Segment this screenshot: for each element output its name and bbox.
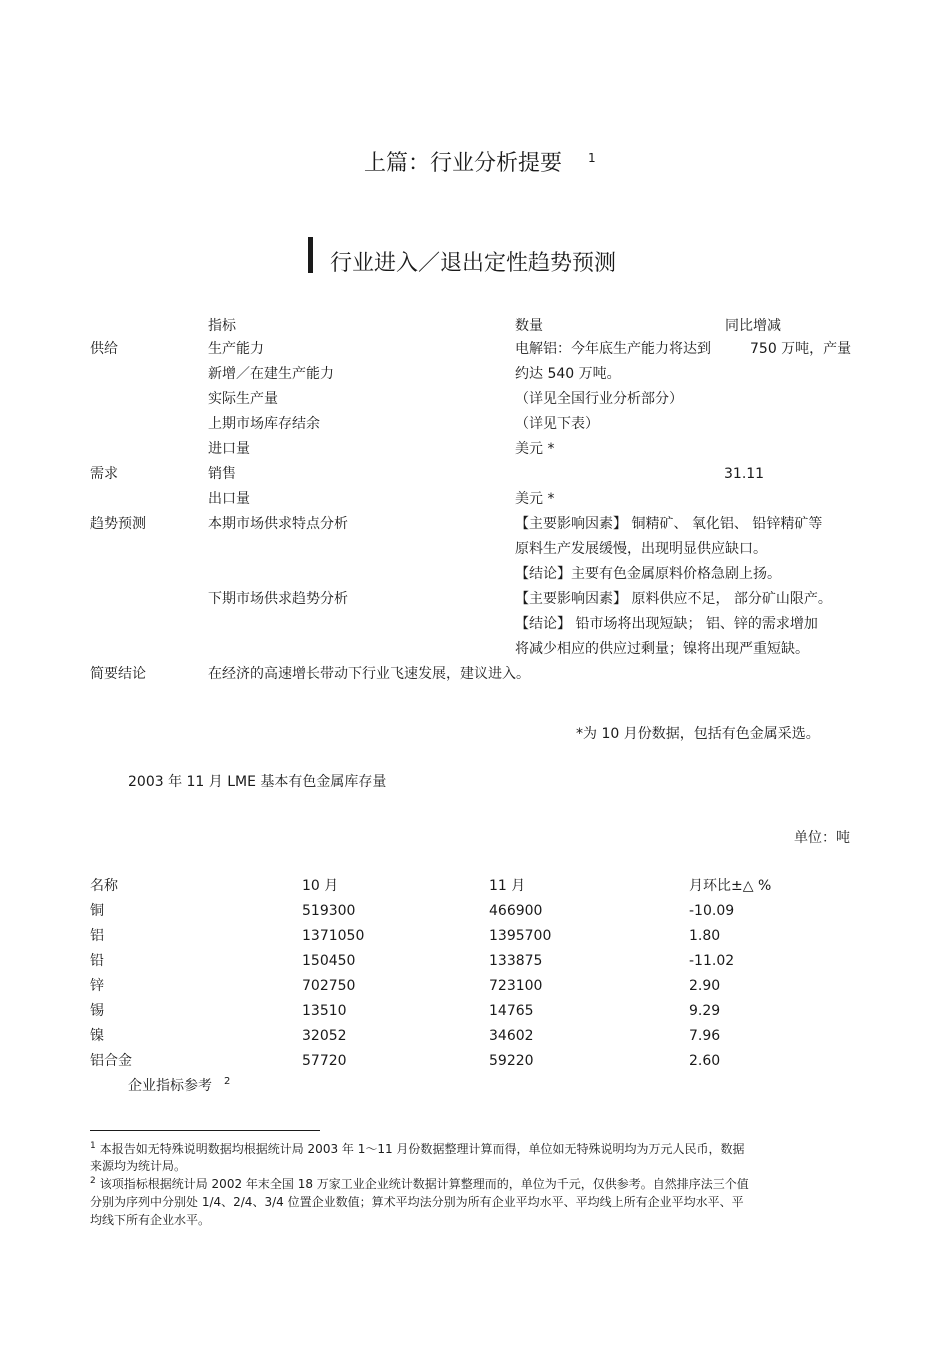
row-new-capacity-value: 约达 540 万吨。 xyxy=(515,366,621,382)
lme-row-cell: 2.90 xyxy=(689,978,721,994)
row-sales-label: 销售 xyxy=(208,466,236,482)
lme-row-name: 铝合金 xyxy=(90,1053,132,1069)
row-capacity-value: 电解铝：今年底生产能力将达到 xyxy=(515,341,711,357)
group-supply: 供给 xyxy=(90,341,118,357)
row-actual-output-label: 实际生产量 xyxy=(208,391,278,407)
row-capacity-label: 生产能力 xyxy=(208,341,264,357)
enterprise-ref-label: 企业指标参考 xyxy=(128,1078,212,1094)
lme-row-cell: -10.09 xyxy=(689,903,735,919)
lme-row-name: 铅 xyxy=(90,953,104,969)
row-current-analysis-line1: 【主要影响因素】 铜精矿、 氧化铝、 铅锌精矿等 xyxy=(515,516,823,532)
row-next-analysis-line1: 【主要影响因素】 原料供应不足， 部分矿山限产。 xyxy=(515,591,832,607)
row-inventory-value: （详见下表） xyxy=(515,416,599,432)
row-new-capacity-label: 新增／在建生产能力 xyxy=(208,366,334,382)
row-next-analysis-label: 下期市场供求趋势分析 xyxy=(208,591,348,607)
lme-row-cell: 133875 xyxy=(489,953,543,969)
row-import-label: 进口量 xyxy=(208,441,250,457)
lme-row-cell: 57720 xyxy=(302,1053,347,1069)
row-current-analysis-label: 本期市场供求特点分析 xyxy=(208,516,348,532)
lme-row-name: 铜 xyxy=(90,903,104,919)
group-demand: 需求 xyxy=(90,466,118,482)
row-export-value: 美元 * xyxy=(515,491,555,507)
footnote-1-line1 xyxy=(90,1141,744,1157)
lme-row-cell: 34602 xyxy=(489,1028,534,1044)
lme-row-cell: 13510 xyxy=(302,1003,347,1019)
lme-row-cell: 1.80 xyxy=(689,928,721,944)
enterprise-ref xyxy=(128,1077,230,1095)
header-quantity: 数量 xyxy=(515,318,543,334)
group-trend: 趋势预测 xyxy=(90,516,146,532)
lme-row-name: 镍 xyxy=(90,1028,104,1044)
section-title: 行业进入／退出定性趋势预测 xyxy=(330,251,617,276)
lme-header-cell: 11 月 xyxy=(489,878,526,894)
footnote-1-line2: 来源均为统计局。 xyxy=(90,1159,187,1173)
footnote-2-text: 该项指标根据统计局 2002 年末全国 18 万家工业企业统计数据计算整理而的，单位为千元，仅供参考。自然排序法三个值 xyxy=(99,1177,749,1191)
lme-header-cell: 名称 xyxy=(90,878,118,894)
group-conclusion: 简要结论 xyxy=(90,666,146,682)
row-import-value: 美元 * xyxy=(515,441,555,457)
lme-row-cell: 466900 xyxy=(489,903,543,919)
row-actual-output-value: （详见全国行业分析部分） xyxy=(515,391,683,407)
footnote-2-line2: 分别为序列中分别处 1/4、2/4、3/4 位置企业数值；算术平均法分别为所有企业平均水平、平均线上所有企业平均水平、平 xyxy=(90,1195,744,1209)
lme-row-cell: 702750 xyxy=(302,978,356,994)
lme-row-name: 锌 xyxy=(90,978,104,994)
page-title xyxy=(364,150,596,178)
lme-row-name: 铝 xyxy=(90,928,104,944)
lme-row-cell: 32052 xyxy=(302,1028,347,1044)
footnote-2-line3: 均线下所有企业水平。 xyxy=(90,1213,211,1227)
footnote-1-text: 本报告如无特殊说明数据均根据统计局 2003 年 1～11 月份数据整理计算而得，单位如无特殊说明均为万元人民币，数据 xyxy=(99,1142,745,1156)
lme-row-cell: -11.02 xyxy=(689,953,735,969)
lme-row-cell: 1395700 xyxy=(489,928,552,944)
lme-row-name: 锡 xyxy=(90,1003,104,1019)
header-yoy: 同比增减 xyxy=(725,318,781,334)
lme-row-cell: 519300 xyxy=(302,903,356,919)
footnote-2-mark: 2 xyxy=(90,1176,96,1186)
row-capacity-value-b: 750 万吨，产量 xyxy=(750,341,852,357)
row-export-label: 出口量 xyxy=(208,491,250,507)
lme-row-cell: 14765 xyxy=(489,1003,534,1019)
lme-row-cell: 2.60 xyxy=(689,1053,721,1069)
page-title-text: 上篇：行业分析提要 xyxy=(364,151,563,176)
lme-table-title: 2003 年 11 月 LME 基本有色金属库存量 xyxy=(128,774,387,790)
row-sales-yoy: 31.11 xyxy=(724,466,765,482)
row-inventory-label: 上期市场库存结余 xyxy=(208,416,320,432)
section-bar xyxy=(308,237,313,273)
lme-header-cell: 月环比±△ % xyxy=(689,878,772,894)
row-current-analysis-line3: 【结论】主要有色金属原料价格急剧上扬。 xyxy=(515,566,781,582)
lme-row-cell: 9.29 xyxy=(689,1003,721,1019)
summary-note: *为 10 月份数据，包括有色金属采选。 xyxy=(576,726,820,742)
row-current-analysis-line2: 原料生产发展缓慢，出现明显供应缺口。 xyxy=(515,541,767,557)
lme-unit: 单位：吨 xyxy=(794,830,850,846)
lme-row-cell: 1371050 xyxy=(302,928,365,944)
row-next-analysis-line2: 【结论】 铅市场将出现短缺； 铝、锌的需求增加 xyxy=(515,616,818,632)
lme-row-cell: 59220 xyxy=(489,1053,534,1069)
row-next-analysis-line3: 将减少相应的供应过剩量；镍将出现严重短缺。 xyxy=(515,641,809,657)
header-indicator: 指标 xyxy=(208,318,236,334)
footnote-ref-2[interactable]: 2 xyxy=(224,1076,231,1087)
lme-row-cell: 723100 xyxy=(489,978,543,994)
lme-row-cell: 7.96 xyxy=(689,1028,721,1044)
footnote-ref-1[interactable]: 1 xyxy=(588,151,596,165)
footnote-2-line1 xyxy=(90,1176,749,1192)
lme-row-cell: 150450 xyxy=(302,953,356,969)
lme-header-cell: 10 月 xyxy=(302,878,339,894)
footnote-divider xyxy=(90,1130,320,1131)
conclusion-text: 在经济的高速增长带动下行业飞速发展，建议进入。 xyxy=(208,666,530,682)
footnote-1-mark: 1 xyxy=(90,1141,96,1151)
